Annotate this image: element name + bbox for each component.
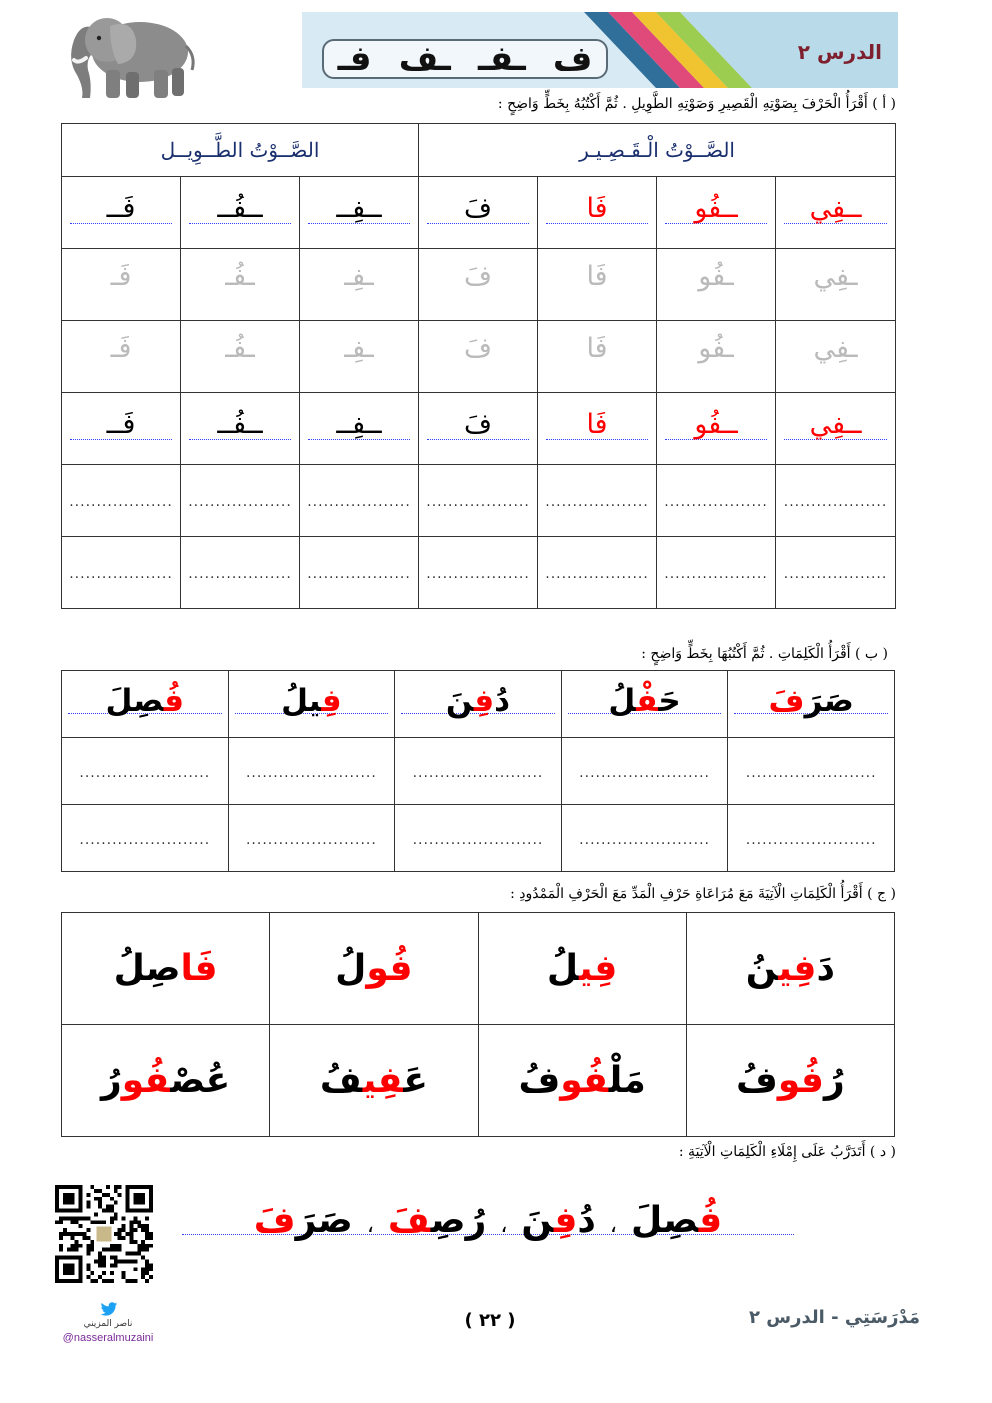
word-cell [686, 1025, 894, 1137]
footer-brand: مَدْرَسَتِي - الدرس ٢ [749, 1307, 920, 1328]
word-part: ــفُو [694, 409, 738, 440]
writing-cell[interactable] [228, 738, 395, 805]
word-part: صَرَ [804, 683, 854, 719]
writing-cell[interactable] [538, 537, 657, 609]
word-part: ــفُــ [217, 409, 263, 440]
writing-blank: ........................ [245, 764, 377, 781]
long-sound-header: الصَّــوْتُ الطَّــوِيــل [62, 124, 419, 177]
letter-form: ـف [398, 39, 451, 79]
letter-cell [538, 393, 657, 465]
word [547, 948, 617, 989]
writing-cell[interactable] [181, 537, 300, 609]
writing-cell[interactable] [62, 465, 181, 537]
writing-cell[interactable] [538, 465, 657, 537]
trace-row [62, 321, 896, 393]
word-part: دُ [577, 1200, 596, 1241]
writing-blank: ........................ [79, 831, 211, 848]
writing-blank: ................... [783, 566, 888, 582]
writing-row [62, 738, 895, 805]
word-cell [62, 913, 270, 1025]
word-cell [270, 1025, 478, 1137]
letter-cell [62, 177, 181, 249]
letter-glyph [62, 409, 180, 441]
model-row [62, 393, 896, 465]
letter-cell [657, 177, 776, 249]
model-row [62, 177, 896, 249]
trace-glyph: ـفِي [813, 333, 858, 364]
writing-blank: ........................ [745, 764, 877, 781]
writing-cell[interactable] [395, 805, 562, 872]
section-a-table [61, 123, 896, 609]
letter-cell [776, 393, 896, 465]
word [114, 948, 218, 989]
dictation-word [521, 1200, 595, 1241]
writing-blank: ........................ [745, 831, 877, 848]
writing-blank: ................... [664, 566, 768, 582]
lesson-banner [302, 12, 898, 88]
trace-cell[interactable] [538, 249, 657, 321]
word-part: فُو [777, 1060, 824, 1101]
writing-blank: ........................ [245, 831, 377, 848]
word-cell [270, 913, 478, 1025]
letter-glyph [300, 193, 418, 225]
lesson-title: الدرس ٢ [797, 40, 882, 64]
writing-blank: ........................ [579, 831, 710, 848]
writing-blank: ................... [307, 566, 411, 582]
letter-forms-box [322, 39, 608, 79]
trace-glyph: فَ [464, 333, 493, 364]
letter-cell [419, 393, 538, 465]
trace-cell[interactable] [538, 321, 657, 393]
separator: ، [609, 1213, 617, 1238]
writing-cell[interactable] [395, 738, 562, 805]
writing-row [62, 805, 895, 872]
word-part: لُ [608, 683, 637, 719]
section-c-instruction: ( ج ) أَقْرَأُ الْكَلِمَاتِ الْآتِيَةَ مَعَ مُرَاعَاةِ حَرْفِ الْمَدِّ مَعَ الْحَرْفِ الْمَمْدُودِ : [510, 886, 896, 902]
writing-cell[interactable] [181, 465, 300, 537]
letter-glyph [657, 193, 775, 225]
letter-cell [419, 177, 538, 249]
writing-blank: ................... [69, 566, 173, 582]
word-cell [62, 1025, 270, 1137]
word-part: فِ [473, 683, 495, 719]
word-cell [561, 671, 728, 738]
word-cell [686, 913, 894, 1025]
writing-blank: ................... [188, 494, 292, 510]
word-part: فَ [387, 1200, 431, 1241]
author-name: ناصر المزيني [83, 1319, 133, 1329]
writing-cell[interactable] [300, 465, 419, 537]
writing-cell[interactable] [62, 805, 229, 872]
letter-cell [181, 177, 300, 249]
separator: ، [366, 1213, 374, 1238]
trace-cell[interactable] [419, 249, 538, 321]
writing-blank: ................... [545, 494, 649, 510]
word [62, 683, 228, 720]
trace-cell[interactable] [300, 321, 419, 393]
words-row [62, 913, 895, 1025]
letter-cell [300, 393, 419, 465]
dictation-words [182, 1200, 794, 1260]
letter-glyph [419, 193, 537, 225]
writing-cell[interactable] [228, 805, 395, 872]
word-part: فَــ [106, 409, 136, 440]
words-row [62, 671, 895, 738]
word-part: ــفِي [809, 409, 862, 440]
word-part: صِلَ [105, 683, 164, 719]
writing-cell[interactable] [419, 537, 538, 609]
writing-blank: ................... [307, 494, 411, 510]
trace-cell[interactable] [62, 249, 181, 321]
trace-cell[interactable] [419, 321, 538, 393]
word-part: عَ [403, 1060, 428, 1101]
letter-glyph [538, 409, 656, 441]
word-part: فَــ [106, 193, 136, 224]
letter-glyph [300, 409, 418, 441]
word-part: فُو [560, 1060, 609, 1101]
word [229, 683, 395, 720]
trace-glyph: ـفِـ [344, 261, 374, 292]
trace-glyph: فَـ [110, 333, 132, 364]
section-b-instruction: ( ب ) أَقْرَأُ الْكَلِمَاتِ . ثُمَّ أَكْتُبُهَا بِخَطٍّ وَاضِحٍ : [641, 646, 888, 662]
word [728, 683, 894, 720]
letter-cell [776, 177, 896, 249]
word-part: ــفِي [809, 193, 862, 224]
letter-cell [181, 393, 300, 465]
trace-glyph: ـفُـ [225, 261, 255, 292]
word-part: عُصْ [170, 1060, 231, 1101]
word-cell [228, 671, 395, 738]
word-part: فِي [778, 948, 817, 989]
word [562, 683, 728, 720]
trace-glyph: ـفِـ [344, 333, 374, 364]
letter-cell [657, 393, 776, 465]
letter-form: فـ [337, 39, 372, 79]
twitter-bird-icon [100, 1302, 118, 1317]
letter-glyph [181, 409, 299, 441]
letter-glyph [419, 409, 537, 441]
word-part: حَ [658, 683, 681, 719]
section-d-instruction: ( د ) أَتَدَرَّبُ عَلَى إِمْلَاءِ الْكَلِمَاتِ الْآتِيَةِ : [678, 1144, 896, 1160]
word-part: ــفُــ [217, 193, 263, 224]
word-part: فَا [586, 409, 608, 440]
word-part: فِ [553, 1200, 578, 1241]
word-part: لُ [335, 948, 367, 989]
writing-row [62, 465, 896, 537]
letter-cell [62, 393, 181, 465]
twitter-handle[interactable]: @nasseralmuzaini [62, 1332, 154, 1344]
word-part: يلُ [281, 683, 322, 719]
trace-cell[interactable] [62, 321, 181, 393]
letter-glyph [776, 409, 895, 441]
word-part: فُ [518, 1060, 561, 1101]
word [736, 1060, 845, 1101]
writing-blank: ................... [783, 494, 888, 510]
writing-cell[interactable] [776, 537, 896, 609]
writing-blank: ........................ [579, 764, 710, 781]
word-part: ــفِــ [336, 409, 382, 440]
letter-form: ـفـ [478, 39, 526, 79]
word-part: فِي [579, 948, 618, 989]
trace-cell[interactable] [776, 249, 896, 321]
writing-blank: ................... [545, 566, 649, 582]
qr-code[interactable] [55, 1185, 153, 1283]
word-part: فْ [636, 683, 659, 719]
trace-glyph: ـفِي [813, 261, 858, 292]
page-number: ( ٢٢ ) [464, 1310, 516, 1331]
word-part: نَ [445, 683, 474, 719]
letter-glyph [776, 193, 895, 225]
word-part: فَ [464, 409, 493, 440]
writing-blank: ................... [426, 494, 530, 510]
letter-form: ف [552, 39, 593, 79]
trace-glyph: ـفُـ [225, 333, 255, 364]
word-part: نَ [521, 1200, 554, 1241]
word-part: رُ [824, 1060, 845, 1101]
writing-cell[interactable] [419, 465, 538, 537]
letter-glyph [181, 193, 299, 225]
trace-glyph: ـفُو [698, 261, 734, 292]
word-part: مَلْ [608, 1060, 646, 1101]
writing-blank: ................... [69, 494, 173, 510]
words-row [62, 1025, 895, 1137]
writing-cell[interactable] [561, 738, 728, 805]
word-part: صَرَ [295, 1200, 353, 1241]
word-part: فُ [319, 1060, 363, 1101]
trace-glyph: فَـ [110, 261, 132, 292]
word-part: صِلَ [631, 1200, 699, 1241]
trace-glyph: ـفُو [698, 333, 734, 364]
word [101, 1060, 230, 1101]
word-cell [62, 671, 229, 738]
trace-cell[interactable] [657, 249, 776, 321]
word-part: فَ [768, 683, 805, 719]
writing-blank: ........................ [412, 831, 544, 848]
word-part: فُو [121, 1060, 171, 1101]
trace-cell[interactable] [657, 321, 776, 393]
elephant-illustration [52, 10, 202, 105]
word-part: دَ [816, 948, 835, 989]
dictation-word [631, 1200, 722, 1241]
trace-glyph: فَا [586, 261, 608, 292]
word-cell [478, 913, 686, 1025]
letter-cell [538, 177, 657, 249]
writing-cell[interactable] [62, 738, 229, 805]
word [320, 1060, 428, 1101]
trace-row [62, 249, 896, 321]
word-part: نُ [745, 948, 779, 989]
writing-cell[interactable] [776, 465, 896, 537]
word-cell [728, 671, 895, 738]
short-sound-header: الصَّــوْتُ الْـقَـصِـيـر [419, 124, 896, 177]
word-part: فَ [464, 193, 493, 224]
word-part: فَ [253, 1200, 296, 1241]
writing-cell[interactable] [728, 805, 895, 872]
word-cell [395, 671, 562, 738]
writing-cell[interactable] [62, 537, 181, 609]
writing-blank: ........................ [412, 764, 544, 781]
word-part: فُ [698, 1200, 723, 1241]
writing-cell[interactable] [728, 738, 895, 805]
trace-cell[interactable] [300, 249, 419, 321]
trace-cell[interactable] [181, 249, 300, 321]
writing-blank: ........................ [79, 764, 211, 781]
word-part: فَا [180, 948, 218, 989]
writing-cell[interactable] [300, 537, 419, 609]
trace-glyph: فَ [464, 261, 493, 292]
word [746, 948, 835, 989]
word-part: رُصِ [430, 1200, 487, 1241]
writing-blank: ................... [426, 566, 530, 582]
word-cell [478, 1025, 686, 1137]
writing-row [62, 537, 896, 609]
word-part: ــفِــ [336, 193, 382, 224]
trace-cell[interactable] [776, 321, 896, 393]
word-part: صِلُ [113, 948, 181, 989]
writing-blank: ................... [188, 566, 292, 582]
word-part: فُو [366, 948, 413, 989]
letter-glyph [657, 409, 775, 441]
trace-glyph: فَا [586, 333, 608, 364]
section-b-table [61, 670, 895, 872]
word [335, 948, 412, 989]
trace-cell[interactable] [181, 321, 300, 393]
word-part: ــفُو [694, 193, 738, 224]
word-part: فُ [163, 683, 185, 719]
word-part: دُ [494, 683, 511, 719]
letter-glyph [538, 193, 656, 225]
letter-cell [300, 177, 419, 249]
dictation-word [388, 1200, 486, 1241]
letter-glyph [62, 193, 180, 225]
writing-cell[interactable] [561, 805, 728, 872]
word-part: فُ [736, 1060, 778, 1101]
word [395, 683, 561, 720]
word [518, 1060, 645, 1101]
writing-blank: ................... [664, 494, 768, 510]
section-a-instruction: ( أ ) أَقْرَأُ الْحَرْفَ بِصَوْتِهِ الْقَصِيرِ وَصَوْتِهِ الطَّوِيلِ . ثُمَّ أَكْتُبُهُ بِخَطٍّ وَاضِحٍ : [497, 96, 896, 112]
word-part: لُ [546, 948, 580, 989]
separator: ، [500, 1213, 508, 1238]
writing-cell[interactable] [657, 465, 776, 537]
writing-cell[interactable] [657, 537, 776, 609]
word-part: فِي [362, 1060, 404, 1101]
word-part: فِ [321, 683, 342, 719]
section-c-table [61, 912, 895, 1137]
dictation-word [254, 1200, 353, 1241]
word-part: فَا [586, 193, 608, 224]
word-part: رُ [100, 1060, 122, 1101]
